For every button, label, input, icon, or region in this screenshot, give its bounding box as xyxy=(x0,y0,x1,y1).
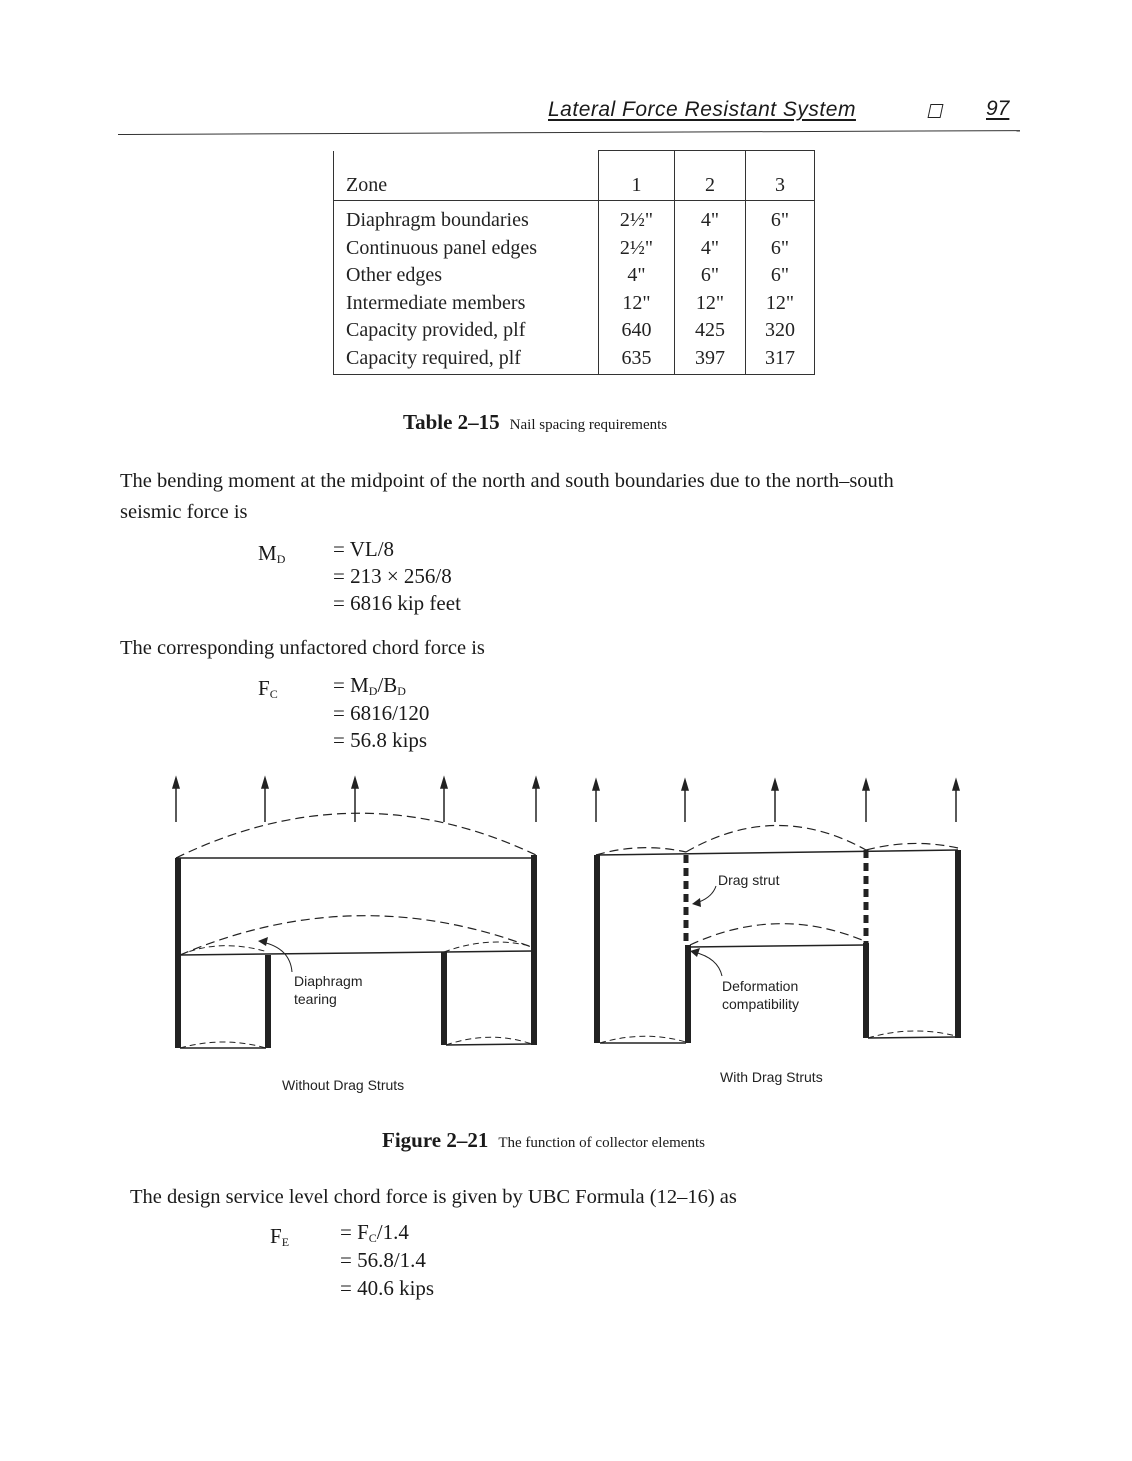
table-header-cell: 1 xyxy=(599,151,675,201)
table-cell: 397 xyxy=(695,346,725,369)
zone-1-column xyxy=(599,201,675,375)
eq-part: /1.4 xyxy=(376,1220,409,1244)
symbol-subscript: D xyxy=(276,552,286,566)
table-body-row xyxy=(334,201,815,375)
paragraph-bending-moment-line1: The bending moment at the midpoint of the north and south boundaries due to the north–south xyxy=(120,470,894,492)
equation-line xyxy=(333,673,406,699)
equation-line: = 56.8 kips xyxy=(333,728,428,752)
header-box-glyph xyxy=(928,104,944,118)
table-cell: 320 xyxy=(765,319,795,341)
row-labels-column xyxy=(334,201,599,375)
table-cell: 640 xyxy=(621,319,652,341)
table-header-cell: Zone xyxy=(334,151,599,201)
equation-fe-symbol xyxy=(270,1224,289,1250)
equation-md-symbol xyxy=(258,541,285,567)
header-rule xyxy=(118,130,1020,135)
left-panel-diagram xyxy=(176,813,536,1048)
eq-subscript: C xyxy=(368,1231,377,1245)
table-cell: 4" xyxy=(627,264,646,286)
row-label: Continuous panel edges xyxy=(346,236,538,259)
eq-part: /B xyxy=(377,673,398,697)
paragraph-chord-force: The corresponding unfactored chord force is xyxy=(120,637,485,659)
force-arrows-right xyxy=(593,780,959,822)
eq-part: = F xyxy=(340,1220,369,1244)
equation-line: = VL/8 xyxy=(333,537,395,561)
figure-caption-label: Figure 2–21 xyxy=(382,1128,489,1152)
zone-3-column xyxy=(746,201,815,375)
callout-deformation-line1: Deformation xyxy=(722,978,799,994)
page-number: 97 xyxy=(986,97,1010,120)
row-label: Diaphragm boundaries xyxy=(346,209,529,231)
symbol-subscript: E xyxy=(281,1235,290,1249)
callout-diaphragm-tearing-line1: Diaphragm xyxy=(294,973,363,989)
paragraph-bending-moment-line2: seismic force is xyxy=(120,501,248,523)
eq-part: = M xyxy=(333,673,369,697)
eq-subscript: D xyxy=(397,684,406,698)
table-cell: 6" xyxy=(770,264,790,286)
table-caption-label: Table 2–15 xyxy=(403,410,500,434)
equation-line: = 6816 kip feet xyxy=(333,591,461,615)
figure-caption xyxy=(382,1128,705,1153)
equation-line xyxy=(340,1220,409,1246)
symbol-subscript: C xyxy=(269,687,278,701)
equation-fc-symbol xyxy=(258,676,278,702)
callout-deformation-line2: compatibility xyxy=(722,996,800,1012)
table-header-cell: 3 xyxy=(746,151,815,201)
equation-line: = 56.8/1.4 xyxy=(340,1248,426,1272)
table-cell: 12" xyxy=(622,291,651,314)
table-cell: 2½" xyxy=(619,236,654,259)
row-label: Capacity required, plf xyxy=(346,346,521,369)
symbol-letter: F xyxy=(258,676,270,700)
table-cell: 12" xyxy=(695,291,725,314)
force-arrows-left xyxy=(173,778,539,822)
table-header-row xyxy=(334,151,815,201)
row-label: Intermediate members xyxy=(346,291,526,314)
equation-line: = 40.6 kips xyxy=(340,1276,435,1300)
table-cell: 4" xyxy=(700,209,720,231)
paragraph-design-chord-force: The design service level chord force is given by UBC Formula (12–16) as xyxy=(130,1186,737,1208)
table-cell: 317 xyxy=(765,346,795,369)
table-cell: 6" xyxy=(770,209,790,231)
left-panel-caption: Without Drag Struts xyxy=(282,1077,405,1093)
eq-subscript: D xyxy=(368,684,378,698)
table-cell: 2½" xyxy=(619,209,654,231)
table-cell: 635 xyxy=(621,346,652,369)
right-panel-diagram xyxy=(596,825,958,1043)
callout-diaphragm-tearing-line2: tearing xyxy=(294,991,337,1007)
table-cell: 425 xyxy=(695,319,725,341)
row-label: Capacity provided, plf xyxy=(346,319,526,341)
right-panel-caption: With Drag Struts xyxy=(720,1069,823,1085)
row-label: Other edges xyxy=(346,264,443,286)
table-cell: 6" xyxy=(770,236,790,259)
nail-spacing-table xyxy=(333,150,815,375)
symbol-letter: M xyxy=(258,541,277,565)
table-cell: 12" xyxy=(765,291,795,314)
table-cell: 6" xyxy=(700,264,720,286)
running-header-title: Lateral Force Resistant System xyxy=(548,98,856,121)
table-caption-text: Nail spacing requirements xyxy=(509,417,668,433)
equation-line: = 6816/120 xyxy=(333,701,430,725)
table-caption xyxy=(403,410,667,435)
callout-drag-strut: Drag strut xyxy=(718,872,780,888)
zone-2-column xyxy=(675,201,746,375)
figure-caption-text: The function of collector elements xyxy=(498,1135,705,1151)
symbol-letter: F xyxy=(270,1224,282,1248)
equation-line: = 213 × 256/8 xyxy=(333,564,452,588)
table-cell: 4" xyxy=(700,236,720,259)
table-header-cell: 2 xyxy=(675,151,746,201)
